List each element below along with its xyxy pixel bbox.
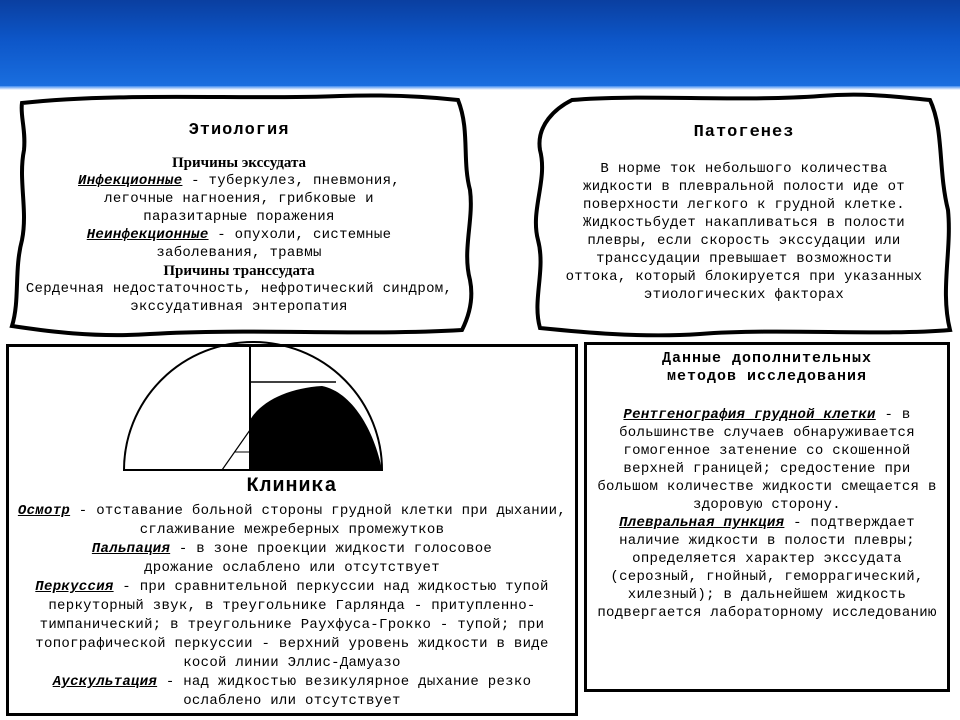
pathogenesis-title: Патогенез [693, 123, 795, 142]
inspection-text: - отставание больной стороны грудной клетки при дыхании, сглаживание межреберных промежутков [70, 503, 567, 538]
percussion-term: Перкуссия [35, 579, 114, 595]
palpation-item [12, 540, 572, 578]
xray-item [596, 406, 938, 514]
clinic-box [12, 477, 572, 711]
transudate-heading: Причины транссудата [163, 263, 315, 279]
additional-box [596, 350, 938, 622]
transudate-text: Сердечная недостаточность, нефротический синдром, экссудативная энтеропатия [25, 281, 453, 315]
diagram-fluid [250, 386, 382, 470]
inspection-term: Осмотр [17, 503, 71, 519]
xray-text: - в большинстве случаев обнаруживается гомогенное затенение со скошенной верхней границей; средостение при большом количестве жидкости смещается в здоровую сторону. [597, 407, 937, 513]
additional-title-line1: Данные дополнительных [661, 350, 873, 367]
palpation-term: Пальпация [91, 541, 171, 557]
additional-title-line2: методов исследования [666, 368, 868, 385]
auscultation-item [12, 673, 572, 711]
diagram-diagonal [222, 430, 250, 470]
percussion-item [12, 578, 572, 673]
puncture-text: - подтверждает наличие жидкости в полости плевры; определяется характер экссудата (серозный, гнойный, геморрагический, хилезный); в дальнейшем жидкость подвергается лабораторному исследованию [597, 515, 937, 621]
auscultation-text: - над жидкостью везикулярное дыхание резко ослаблено или отсутствует [157, 674, 532, 709]
puncture-item [596, 514, 938, 622]
etiology-title: Этиология [188, 121, 290, 140]
noninfectious-text: - опухоли, системные заболевания, травмы [156, 227, 392, 261]
exudate-heading: Причины экссудата [171, 155, 307, 171]
palpation-text: - в зоне проекции жидкости голосовое дрожание ослаблено или отсутствует [144, 541, 493, 576]
xray-term: Рентгенография грудной клетки [623, 407, 876, 423]
noninfectious-term: Неинфекционные [86, 227, 209, 243]
clinic-title: Клиника [246, 475, 338, 498]
puncture-term: Плевральная пункция [619, 515, 785, 531]
percussion-text: - при сравнительной перкуссии над жидкостью тупой перкуторный звук, в треугольнике Гарлянда - притупленно-тимпанический; в треугольнике Раухфуса-Грокко - тупой; при топографической перкуссии - верхний уровень жидкости в виде косой линии Эллис-Дамуазо [35, 579, 549, 671]
infectious-term: Инфекционные [78, 173, 183, 189]
additional-title [596, 350, 938, 386]
pathogenesis-text: В норме ток небольшого количества жидкости в плевральной полости иде от поверхности легкого к грудной клетке. Жидкостьбудет накапливаться в полости плевры, если скорость экссудации или транссудации превышает возможности оттока, который блокируется при указанных этиологических факторах [565, 161, 923, 303]
auscultation-term: Аускультация [52, 674, 158, 690]
infectious-text: - туберкулез, пневмония, легочные нагноения, грибковые и паразитарные поражения [104, 173, 400, 225]
inspection-item [12, 502, 572, 540]
